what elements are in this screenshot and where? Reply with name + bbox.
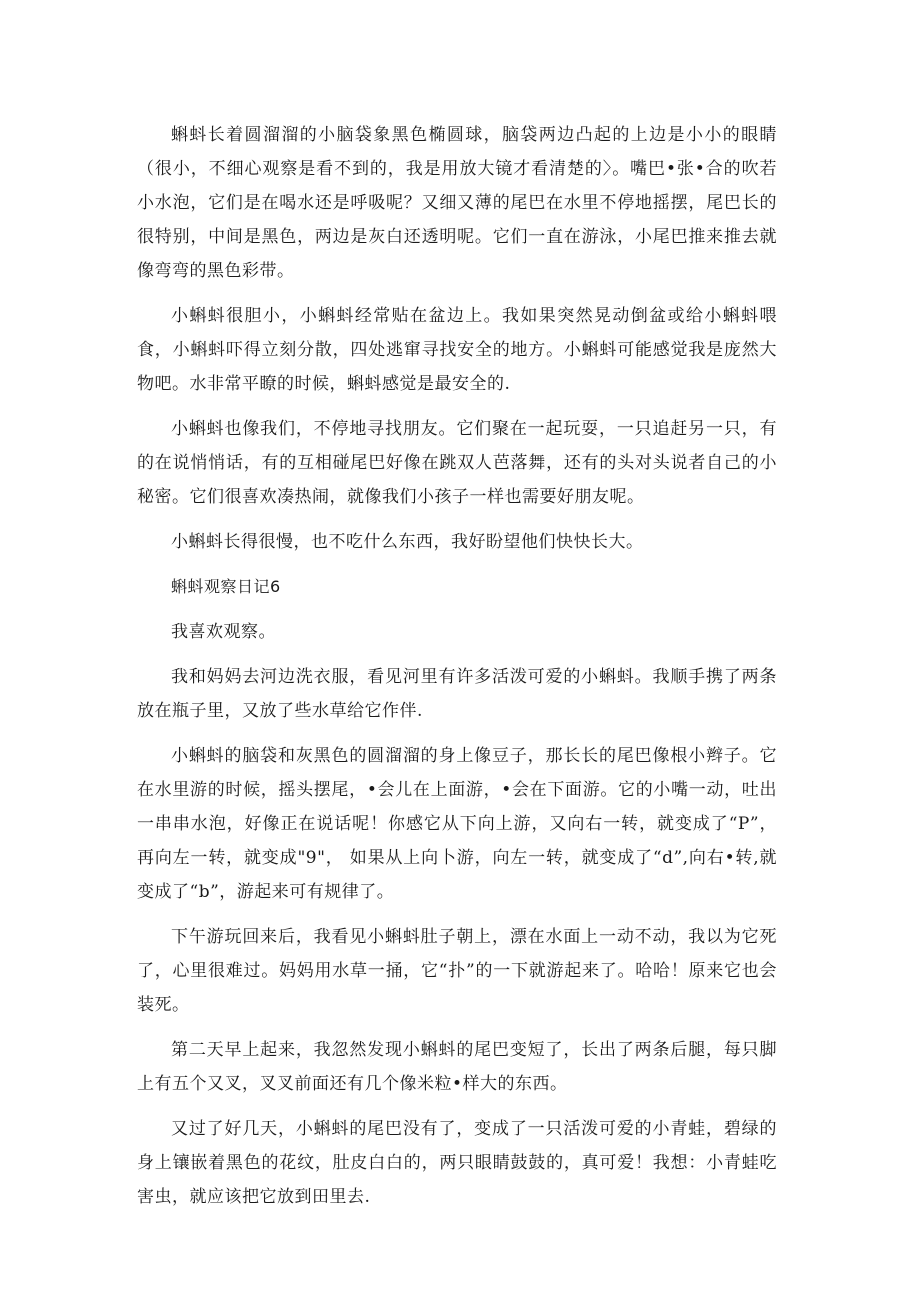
paragraph-tadpole-appearance: 蝌蚪长着圆溜溜的小脑袋象黑色椭圆球，脑袋两边凸起的上边是小小的眼睛（很小，不细心观察是看不到的，我是用放大镜才看清楚的〉。嘴巴•张•合的吹若小水泡，它们是在喝水还是呼吸呢？又细又薄的尾巴在水里不停地摇摆，尾巴长的很特别，中间是黑色，两边是灰白还透明呢。它们一直在游泳，小尾巴推来推去就像弯弯的黑色彩带。 (137, 125, 777, 281)
paragraph-becomes-frog: 又过了好几天，小蝌蚪的尾巴没有了，变成了一只活泼可爱的小青蛙，碧绿的身上镶嵌着黑色的花纹，肚皮白白的，两只眼睛鼓鼓的，真可爱！我想：小青蛙吃害虫，就应该把它放到田里去. (137, 1119, 777, 1207)
diary-section-title: 蝌蚪观察日记6 (171, 577, 281, 596)
paragraph-legs-growing: 第二天早上起来，我忽然发现小蝌蚪的尾巴变短了，长出了两条后腿，每只脚上有五个又叉，叉叉前面还有几个像米粒•样大的东西。 (137, 1040, 777, 1094)
paragraph-river-visit: 我和妈妈去河边洗衣服，看见河里有许多活泼可爱的小蝌蚪。我顺手携了两条放在瓶子里，又放了些水草给它作伴. (137, 667, 777, 721)
paragraph-tadpole-timid: 小蝌蚪很胆小，小蝌蚪经常贴在盆边上。我如果突然晃动倒盆或给小蝌蚪喂食，小蝌蚪吓得立刻分散，四处逃窜寻找安全的地方。小蝌蚪可能感觉我是庞然大物吧。水非常平瞭的时候，蝌蚪感觉是最安全的. (137, 306, 777, 394)
paragraph-playing-dead: 下午游玩回来后，我看见小蝌蚪肚子朝上，漂在水面上一动不动，我以为它死了，心里很难过。妈妈用水草一捅，它“扑”的一下就游起来了。哈哈！原来它也会装死。 (137, 927, 777, 1015)
document-body (137, 118, 777, 1225)
paragraph-like-observing: 我喜欢观察。 (171, 622, 276, 642)
paragraph-tadpole-friends: 小蝌蚪也像我们，不停地寻找朋友。它们聚在一起玩耍，一只追赶另一只，有的在说悄悄话，有的互相碰尾巴好像在跳双人芭落舞，还有的头对头说者自己的小秘密。它们很喜欢凑热闹，就像我们小孩子一样也需要好朋友呢。 (137, 419, 777, 507)
paragraph-tadpole-growth: 小蝌蚪长得很慢，也不吃什么东西，我好盼望他们快快长大。 (171, 532, 644, 552)
paragraph-swimming: 小蝌蚪的脑袋和灰黑色的圆溜溜的身上像豆子，那长长的尾巴像根小辫子。它在水里游的时候，摇头摆尾，•会儿在上面游，•会在下面游。它的小嘴一动，吐出一串串水泡，好像正在说话呢！你感它从下向上游，又向右一转，就变成了“P”，再向左一转，就变成"9"， 如果从上向卜游，向左一转，就变成了“d”,向右•转,就变成了“b”，游起来可有规律了。 (137, 746, 777, 902)
